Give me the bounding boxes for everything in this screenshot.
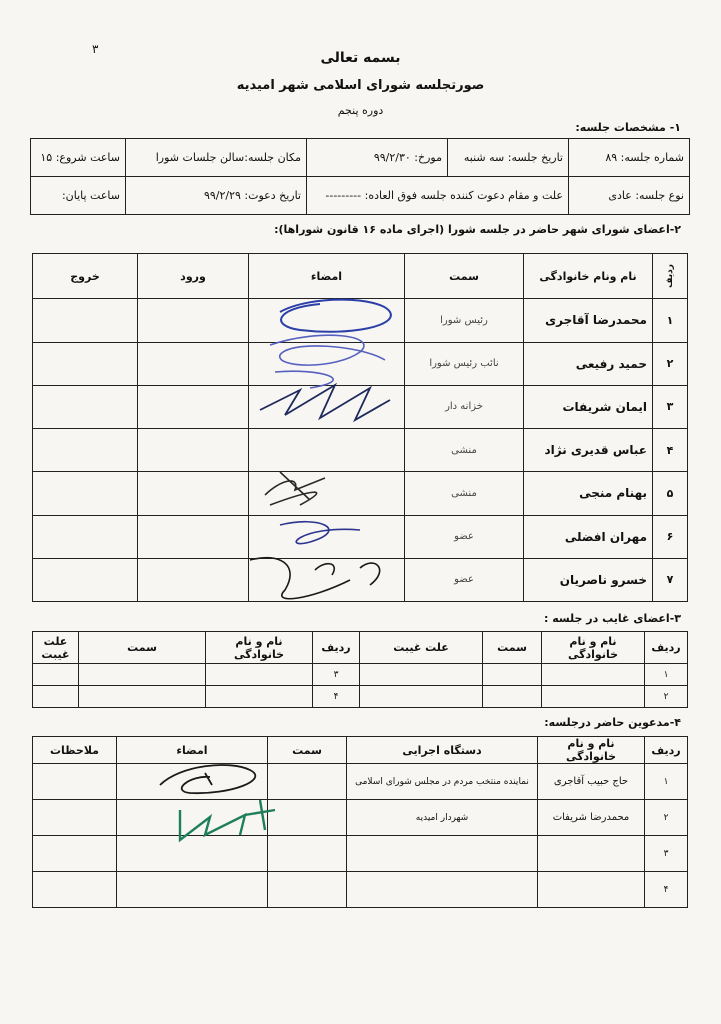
section3-heading: ۳-اعضای غایب در جلسه : — [543, 612, 681, 625]
member-name: عباس قدیری نژاد — [524, 429, 653, 472]
absent-row-number-b: ۴ — [313, 686, 360, 708]
guest-notes — [33, 764, 117, 800]
member-row-number: ۳ — [653, 385, 688, 428]
section2-heading: ۲-اعضای شورای شهر حاضر در جلسه شورا (اجرای ماده ۱۶ قانون شوراها): — [274, 223, 681, 236]
member-role: عضو — [405, 558, 524, 601]
guest-col-signature: امضاء — [117, 737, 268, 764]
member-entry-cell — [138, 515, 249, 558]
guest-row-number: ۴ — [645, 872, 688, 908]
member-name: حمید رفیعی — [524, 342, 653, 385]
table-row — [33, 764, 688, 800]
absent-col-name-a: نام و نام خانوادگی — [542, 632, 645, 664]
session-dated: مورخ: ۹۹/۲/۳۰ — [307, 139, 448, 177]
member-row-number: ۶ — [653, 515, 688, 558]
absent-col-reason-b: علت غیبت — [33, 632, 79, 664]
member-role: منشی — [405, 472, 524, 515]
invite-date: تاریخ دعوت: ۹۹/۲/۲۹ — [126, 177, 307, 215]
guests-signatures — [150, 755, 300, 850]
absent-name-b — [206, 664, 313, 686]
member-name: مهران افضلی — [524, 515, 653, 558]
absent-col-role-b: سمت — [79, 632, 206, 664]
members-signatures — [240, 290, 410, 610]
term-label: دوره پنجم — [337, 104, 384, 117]
member-entry-cell — [138, 472, 249, 515]
col-role: سمت — [405, 254, 524, 299]
member-exit-cell — [33, 515, 138, 558]
member-row-number: ۲ — [653, 342, 688, 385]
table-row — [33, 872, 688, 908]
member-row-number: ۵ — [653, 472, 688, 515]
absent-role-a — [483, 686, 542, 708]
absent-name-a — [542, 686, 645, 708]
member-role: منشی — [405, 429, 524, 472]
session-place: مکان جلسه:سالن جلسات شورا — [126, 139, 307, 177]
guest-signature-1 — [160, 765, 255, 793]
member-exit-cell — [33, 299, 138, 342]
session-info-table — [30, 138, 690, 215]
invocation: بسمه تعالی — [320, 50, 401, 66]
guest-signature-2 — [180, 800, 275, 840]
signature-2 — [270, 335, 385, 388]
session-number: شماره جلسه: ۸۹ — [569, 139, 690, 177]
member-entry-cell — [138, 385, 249, 428]
table-row — [33, 836, 688, 872]
absent-role-b — [79, 664, 206, 686]
guest-col-role: سمت — [268, 737, 347, 764]
guest-org — [347, 836, 538, 872]
absent-col-name-b: نام و نام خانوادگی — [206, 632, 313, 664]
member-exit-cell — [33, 385, 138, 428]
absent-name-a — [542, 664, 645, 686]
absent-row-number-b: ۳ — [313, 664, 360, 686]
guest-name — [538, 836, 645, 872]
col-name: نام ونام خانوادگی — [524, 254, 653, 299]
guest-col-org: دستگاه اجرایی — [347, 737, 538, 764]
col-row-number: ردیف — [653, 254, 688, 299]
absent-role-a — [483, 664, 542, 686]
section4-heading: ۴-مدعوین حاضر درجلسه: — [544, 716, 681, 729]
signature-6 — [280, 522, 360, 544]
member-name: محمدرضا آقاجری — [524, 299, 653, 342]
absent-name-b — [206, 686, 313, 708]
member-entry-cell — [138, 558, 249, 601]
guest-col-notes: ملاحظات — [33, 737, 117, 764]
member-row-number: ۷ — [653, 558, 688, 601]
absent-row-number-a: ۲ — [645, 686, 688, 708]
signature-3 — [260, 385, 390, 420]
session-date: تاریخ جلسه: سه شنبه — [448, 139, 569, 177]
absent-reason-a — [360, 686, 483, 708]
absent-members-table — [32, 631, 688, 708]
absent-reason-b — [33, 664, 79, 686]
guest-org: نماینده منتخب مردم در مجلس شورای اسلامی — [347, 764, 538, 800]
end-time: ساعت پایان: — [31, 177, 126, 215]
guest-name — [538, 872, 645, 908]
start-time: ساعت شروع: ۱۵ — [31, 139, 126, 177]
guest-notes — [33, 836, 117, 872]
page-number: ۳ — [92, 42, 99, 56]
table-row — [33, 664, 688, 686]
session-type: نوع جلسه: عادی — [569, 177, 690, 215]
member-row-number: ۴ — [653, 429, 688, 472]
member-entry-cell — [138, 299, 249, 342]
absent-reason-a — [360, 664, 483, 686]
absent-col-role-a: سمت — [483, 632, 542, 664]
guest-signature-cell — [117, 872, 268, 908]
absent-col-reason-a: علت غیبت — [360, 632, 483, 664]
guest-org: شهردار امیدیه — [347, 800, 538, 836]
guest-role — [268, 872, 347, 908]
absent-role-b — [79, 686, 206, 708]
member-name: بهنام منجی — [524, 472, 653, 515]
invite-reason: علت و مقام دعوت کننده جلسه فوق العاده: --------- — [307, 177, 569, 215]
member-exit-cell — [33, 342, 138, 385]
member-role: عضو — [405, 515, 524, 558]
section1-heading: ۱- مشخصات جلسه: — [575, 121, 681, 134]
col-exit: خروج — [33, 254, 138, 299]
guest-notes — [33, 872, 117, 908]
absent-col-num-a: ردیف — [645, 632, 688, 664]
guest-org — [347, 872, 538, 908]
guests-table — [32, 736, 688, 908]
member-role: خزانه دار — [405, 385, 524, 428]
col-signature: امضاء — [249, 254, 405, 299]
member-row-number: ۱ — [653, 299, 688, 342]
guest-col-num: ردیف — [645, 737, 688, 764]
signature-5 — [265, 472, 325, 505]
guest-row-number: ۱ — [645, 764, 688, 800]
page-title: صورتجلسه شورای اسلامی شهر امیدیه — [236, 78, 485, 93]
guest-row-number: ۳ — [645, 836, 688, 872]
guest-row-number: ۲ — [645, 800, 688, 836]
signature-1 — [280, 300, 391, 332]
absent-reason-b — [33, 686, 79, 708]
member-name: ایمان شریفات — [524, 385, 653, 428]
member-role: نائب رئیس شورا — [405, 342, 524, 385]
absent-col-num-b: ردیف — [313, 632, 360, 664]
member-name: خسرو ناصریان — [524, 558, 653, 601]
col-entry: ورود — [138, 254, 249, 299]
table-row — [33, 800, 688, 836]
guest-notes — [33, 800, 117, 836]
member-exit-cell — [33, 558, 138, 601]
guest-name: حاج حبیب آقاجری — [538, 764, 645, 800]
guest-name: محمدرضا شریفات — [538, 800, 645, 836]
member-exit-cell — [33, 429, 138, 472]
member-entry-cell — [138, 429, 249, 472]
guest-col-name: نام و نام خانوادگی — [538, 737, 645, 764]
absent-row-number-a: ۱ — [645, 664, 688, 686]
table-row — [33, 686, 688, 708]
member-exit-cell — [33, 472, 138, 515]
member-role: رئیس شورا — [405, 299, 524, 342]
member-entry-cell — [138, 342, 249, 385]
signature-7 — [250, 558, 380, 599]
